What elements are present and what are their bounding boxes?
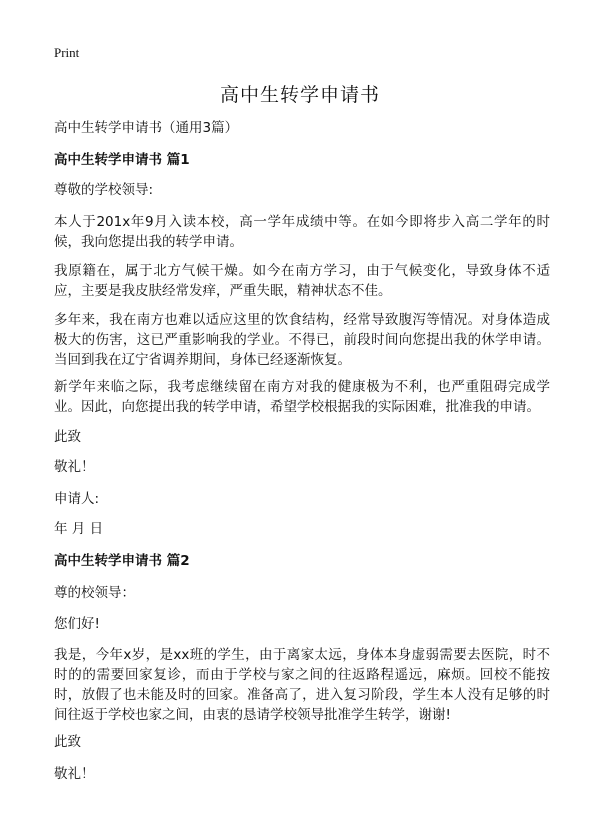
section2-closing-1: 此致 — [54, 734, 81, 750]
page-title: 高中生转学申请书 — [219, 84, 380, 106]
section1-salutation: 尊敬的学校领导: — [54, 182, 154, 198]
section1-paragraph-2: 我原籍在，属于北方气候干燥。如今在南方学习，由于气候变化，导致身体不适应，主要是我皮肤经常发痒，严重失眠，精神状态不佳。 — [54, 263, 550, 299]
section1-closing-2: 敬礼！ — [54, 459, 95, 475]
section1-applicant: 申请人: — [54, 491, 100, 507]
document-subtitle: 高中生转学申请书（通用3篇） — [54, 120, 239, 136]
section1-date: 年 月 日 — [54, 521, 104, 537]
section2-paragraph-1: 我是，今年x岁，是xx班的学生，由于离家太远，身体本身虚弱需要去医院，时不时的的需要回家复诊，而由于学校与家之间的往返路程遥远，麻烦。回校不能按时，放假了也未能及时的回家。准备高了，进入复习阶段，学生本人没有足够的时间往返于学校也家之间，由衷的恳请学校领导批准学生转学，谢谢! — [54, 647, 550, 723]
section2-greeting: 您们好! — [54, 616, 100, 632]
section1-closing-1: 此致 — [54, 429, 81, 445]
section1-paragraph-3: 多年来，我在南方也难以适应这里的饮食结构，经常导致腹泻等情况。对身体造成极大的伤害，这已严重影响我的学业。不得已，前段时间向您提出我的休学申请。当回到我在辽宁省调养期间，身体已经逐渐恢复。 — [54, 312, 550, 368]
print-link[interactable]: Print — [54, 45, 80, 60]
section1-paragraph-1: 本人于201x年9月入读本校，高一学年成绩中等。在如今即将步入高二学年的时候，我向您提出我的转学申请。 — [54, 214, 550, 250]
section2-closing-2: 敬礼！ — [54, 766, 95, 782]
section1-paragraph-4: 新学年来临之际，我考虑继续留在南方对我的健康极为不利，也严重阻碍完成学业。因此，向您提出我的转学申请，希望学校根据我的实际困难，批准我的申请。 — [54, 379, 550, 415]
section1-heading: 高中生转学申请书 篇1 — [54, 152, 190, 168]
section2-heading: 高中生转学申请书 篇2 — [54, 553, 190, 569]
section2-salutation: 尊的校领导： — [54, 585, 135, 601]
